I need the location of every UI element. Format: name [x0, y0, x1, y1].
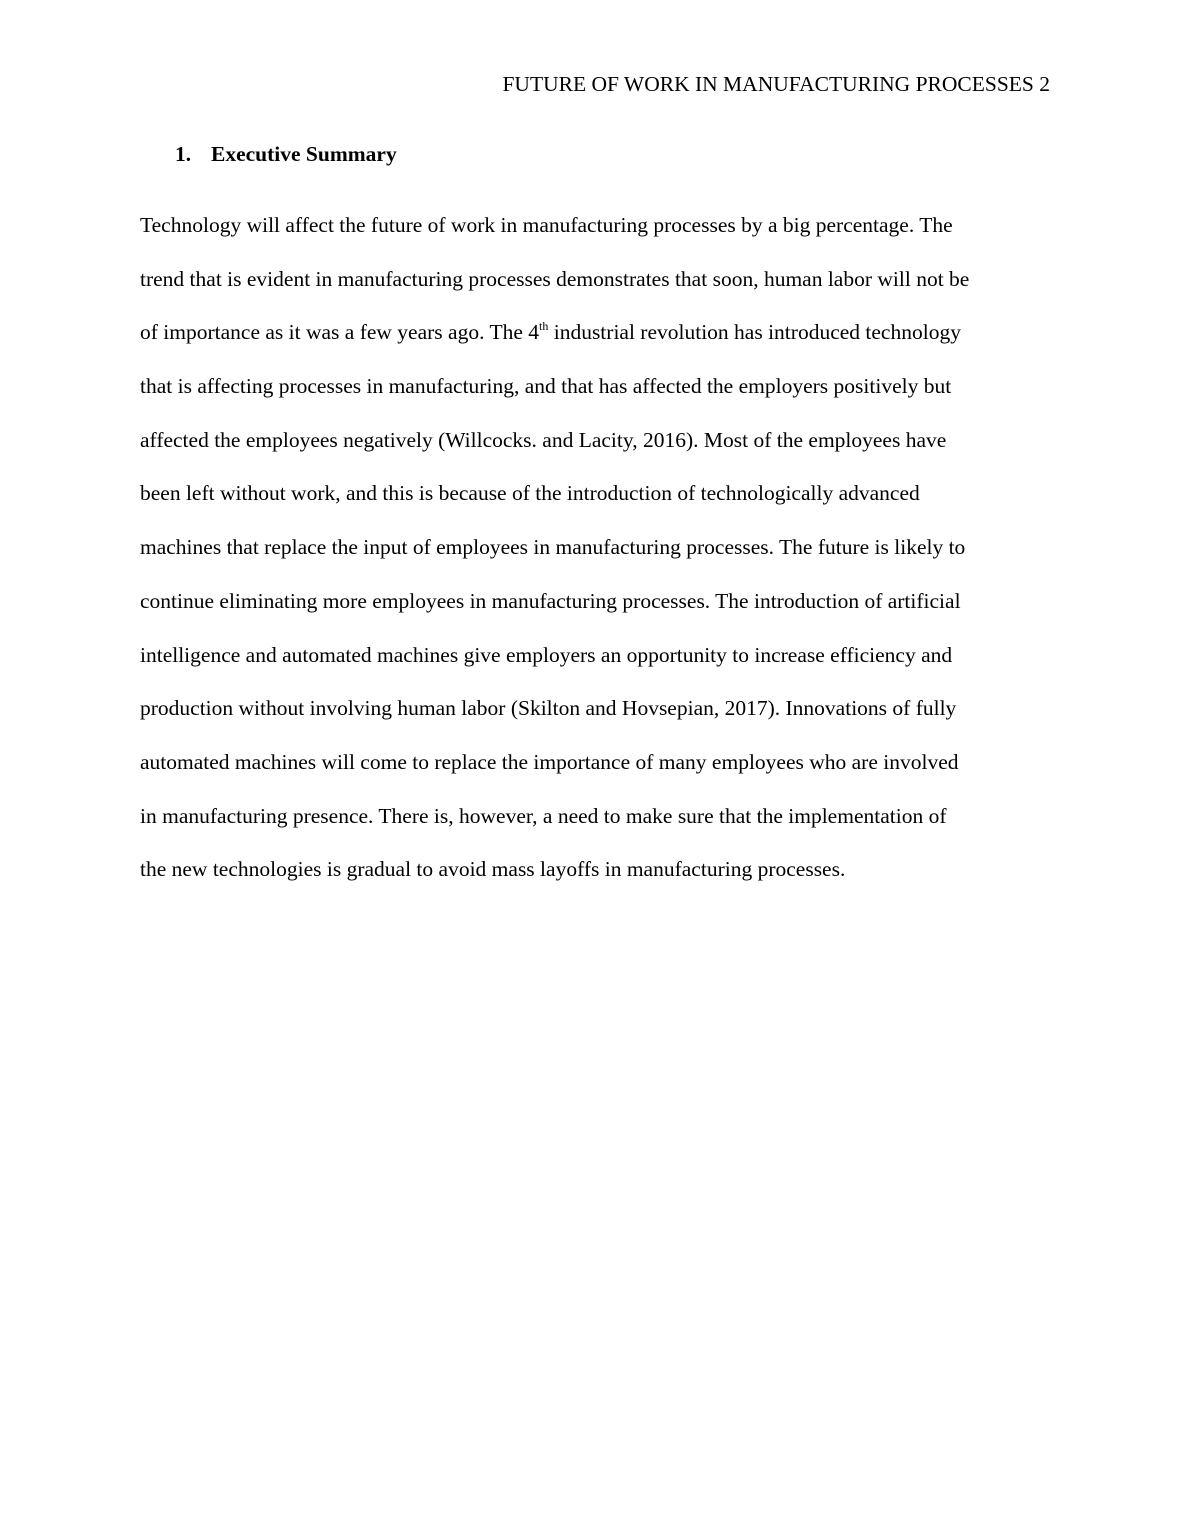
paragraph-line: the new technologies is gradual to avoid mass layoffs in manufacturing processes. — [140, 857, 846, 882]
paragraph-line: affected the employees negatively (Willcocks. and Lacity, 2016). Most of the employees have — [140, 427, 947, 452]
paragraph-line: intelligence and automated machines give employers an opportunity to increase efficiency and — [140, 642, 953, 667]
section-heading — [175, 140, 397, 168]
paragraph-line: production without involving human labor (Skilton and Hovsepian, 2017). Innovations of fully — [140, 696, 957, 721]
paragraph-line: in manufacturing presence. There is, however, a need to make sure that the implementation of — [140, 803, 947, 828]
ordinal-superscript: th — [539, 319, 549, 334]
section-title: Executive Summary — [211, 142, 397, 166]
line-text-before-superscript: of importance as it was a few years ago. The 4 — [140, 320, 539, 345]
paragraph-line: automated machines will come to replace the importance of many employees who are involved — [140, 749, 959, 774]
executive-summary-paragraph — [140, 199, 1050, 897]
paragraph-line: Technology will affect the future of work in manufacturing processes by a big percentage. The — [140, 213, 953, 237]
paragraph-line: trend that is evident in manufacturing processes demonstrates that soon, human labor will not be — [140, 266, 970, 291]
running-head: FUTURE OF WORK IN MANUFACTURING PROCESSES 2 — [502, 72, 1050, 96]
section-number: 1. — [175, 142, 192, 166]
paragraph-line: continue eliminating more employees in manufacturing processes. The introduction of artificial — [140, 588, 961, 613]
paragraph-line — [140, 306, 1050, 360]
paragraph-line: that is affecting processes in manufacturing, and that has affected the employers positively but — [140, 374, 952, 399]
line-text-after-superscript: industrial revolution has introduced technology — [548, 320, 961, 345]
paragraph-line: been left without work, and this is because of the introduction of technologically advanced — [140, 481, 920, 506]
paragraph-line: machines that replace the input of employees in manufacturing processes. The future is likely to — [140, 535, 966, 560]
